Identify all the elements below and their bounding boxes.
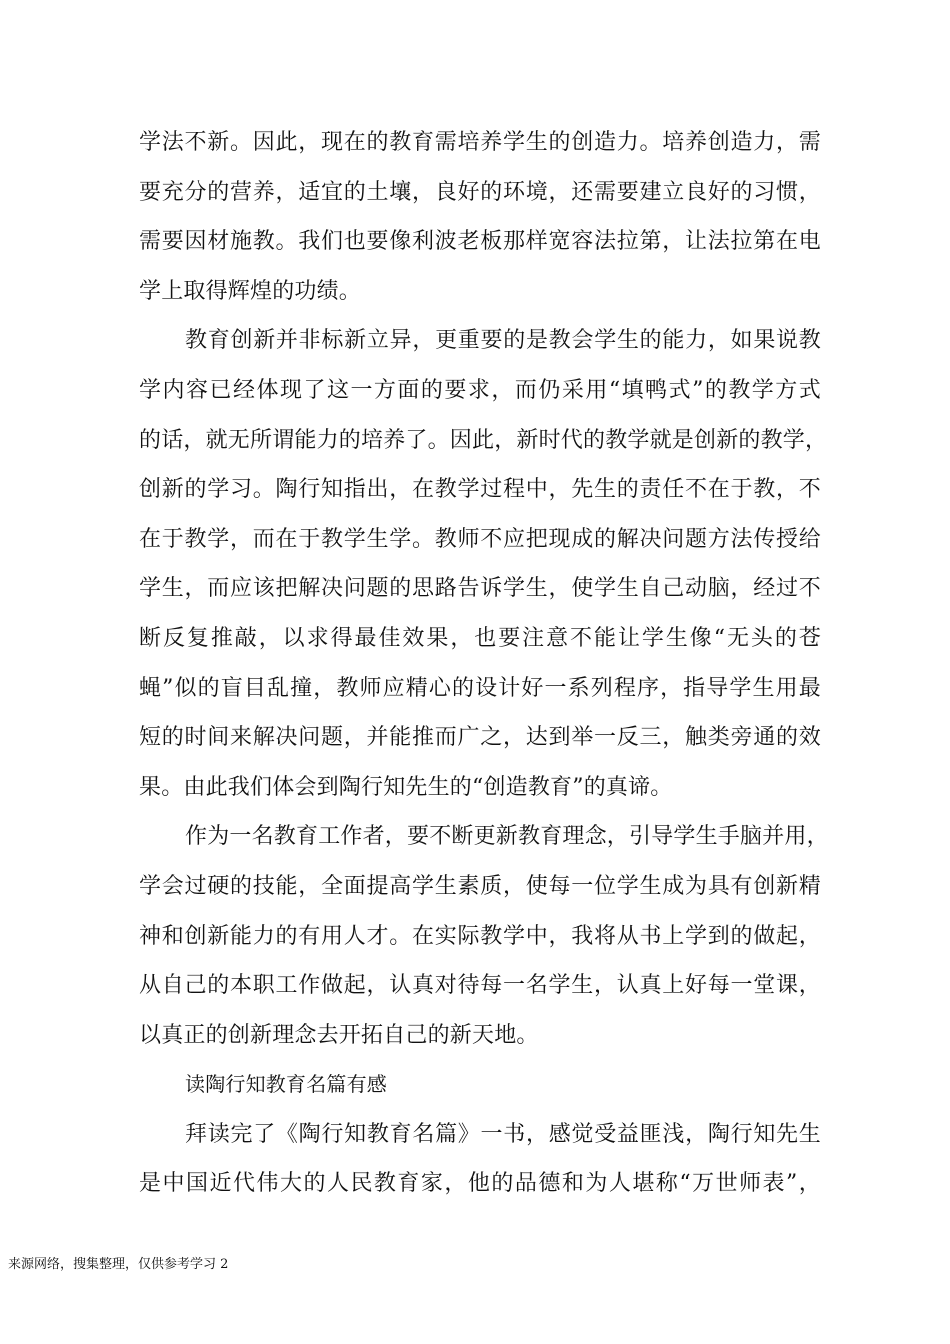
text-line: 学会过硬的技能，全面提高学生素质，使每一位学生成为具有创新精 (139, 873, 821, 899)
section-title (139, 1060, 821, 1110)
text-line: 学内容已经体现了这一方面的要求，而仍采用“填鸭式”的教学方式 (139, 377, 821, 403)
text-line: 是中国近代伟大的人民教育家，他的品德和为人堪称“万世师表”， (139, 1171, 821, 1197)
text-line: 要充分的营养，适宜的土壤，良好的环境，还需要建立良好的习惯， (139, 179, 821, 205)
text-line: 创新的学习。陶行知指出，在教学过程中，先生的责任不在于教，不 (139, 477, 821, 503)
text-line: 学生，而应该把解决问题的思路告诉学生，使学生自己动脑，经过不 (139, 576, 821, 602)
text-line: 作为一名教育工作者，要不断更新教育理念，引导学生手脑并用， (185, 824, 829, 850)
text-line: 蝇”似的盲目乱撞，教师应精心的设计好一系列程序，指导学生用最 (139, 675, 821, 701)
text-line: 果。由此我们体会到陶行知先生的“创造教育”的真谛。 (139, 774, 673, 800)
page-footer: 来源网络，搜集整理，仅供参考学习 2 (8, 1257, 229, 1272)
text-line: 神和创新能力的有用人才。在实际教学中，我将从书上学到的做起， (139, 923, 821, 949)
text-line: 从自己的本职工作做起，认真对待每一名学生，认真上好每一堂课， (139, 973, 821, 999)
paragraph-3 (139, 812, 829, 1060)
text-line: 需要因材施教。我们也要像利波老板那样宽容法拉第，让法拉第在电 (139, 229, 821, 255)
text-line: 拜读完了《陶行知教育名篇》一书，感觉受益匪浅，陶行知先生 (185, 1121, 821, 1147)
paragraph-2 (139, 316, 828, 812)
text-line: 的话，就无所谓能力的培养了。因此，新时代的教学就是创新的教学， (139, 427, 828, 453)
document-body (139, 118, 829, 1209)
paragraph-1 (139, 118, 821, 316)
section-title-text: 读陶行知教育名篇有感 (185, 1072, 387, 1097)
text-line: 在于教学，而在于教学生学。教师不应把现成的解决问题方法传授给 (139, 526, 821, 552)
text-line: 短的时间来解决问题，并能推而广之，达到举一反三，触类旁通的效 (139, 725, 821, 751)
paragraph-4 (139, 1110, 821, 1209)
text-line: 以真正的创新理念去开拓自己的新天地。 (139, 1022, 539, 1048)
text-line: 学法不新。因此，现在的教育需培养学生的创造力。培养创造力，需 (139, 130, 821, 155)
text-line: 学上取得辉煌的功绩。 (139, 278, 362, 304)
text-line: 教育创新并非标新立异，更重要的是教会学生的能力，如果说教 (185, 328, 821, 354)
text-line: 断反复推敲，以求得最佳效果，也要注意不能让学生像“无头的苍 (139, 625, 821, 651)
